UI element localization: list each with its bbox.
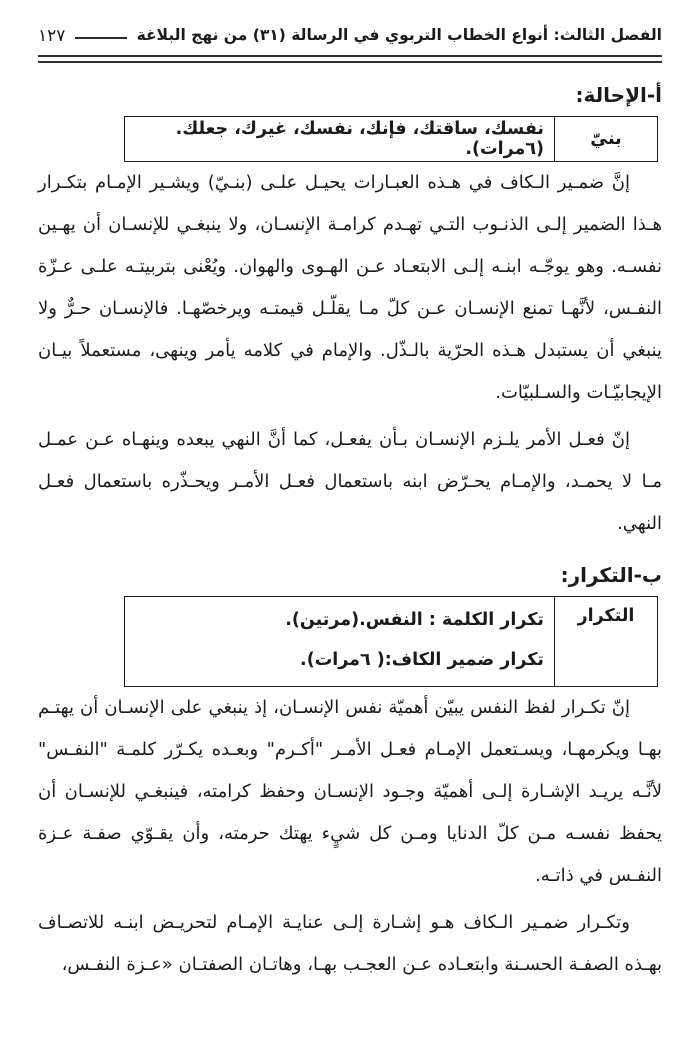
paragraph-reference-1: إنَّ ضمـير الـكاف في هـذه العبـارات يحيـل علـى (بنـيّ) ويشـير الإمـام بتكـرار هـذا الضمير إلـى الذنـوب التـي تهـدم كرامـة الإنسـان، ولا ينبغـي للإنسـان أن يهـين نفسـه. وهو يوجّـه ابنـه إلـى الابتعـاد عـن الهـوى والهوان. ويُعْنى بتربيتـه علـى عـزّة النفـس، لأنَّهـا تمنع الإنسـان عـن كلّ مـا يقلّـل قيمتـه ويرخصّهـا. فالإنسـان حـرٌّ ولا ينبغي أن يستبدل هـذه الحرّية بالـذّل. والإمام في كلامه يأمر وينهى، مستعملاً بيـان الإيجابيّـات والسـلبيّات. [38, 172, 662, 403]
reference-table-content-cell: نفسك، ساقتك، فإنك، نفسك، غيرك، جعلك. (٦مرات). [125, 117, 555, 162]
page-header [38, 24, 662, 46]
table-row [125, 597, 658, 687]
repetition-table-label-cell: التكرار [555, 597, 658, 687]
header-rule [75, 37, 126, 39]
section-b-heading: ب-التكرار: [560, 563, 662, 587]
reference-table [124, 116, 658, 162]
paragraph-repetition-2: وتكـرار ضمـير الـكاف هـو إشـارة إلـى عنايـة الإمـام لتحريـض ابنـه للاتصـاف بهـذه الصفـة الحسـنة وابتعـاده عـن العجـب بهـا، وهاتـان الصفتـان «عـزة النفـس، [38, 912, 662, 975]
paragraph-repetition-1: إنّ تكـرار لفظ النفس يبيّن أهميّة نفس الإنسـان، إذ ينبغي على الإنسـان أن يهتـم بهـا ويكرمهـا، ويسـتعمل الإمـام فعـل الأمـر "أكـرم" وبعـده يكـرّر كلمـة "النفـس" لأنَّـه يريـد الإشـارة إلـى أهميّة وجـود الإنسـان وحفظ كرامته، فينبغـي للإنسـان أن يحفظ نفسـه مـن كلّ الدنايا ومـن كل شيٍء يهتك حرمته، وأن يقـوّي صفـة عـزة النفـس في ذاتـه. [38, 697, 662, 886]
section-a-heading: أ-الإحالة: [575, 83, 662, 107]
header-double-rule [38, 55, 662, 63]
page-number: ١٢٧ [38, 26, 66, 46]
chapter-title: الفصل الثالث: أنواع الخطاب التربوي في الرسالة (٣١) من نهج البلاغة [136, 26, 662, 44]
table-row [125, 117, 658, 162]
repetition-table [124, 596, 658, 687]
repetition-word-row: تكرار الكلمة : النفس.(مرتين). [285, 610, 544, 630]
reference-table-label-cell: بنيّ [555, 117, 658, 162]
repetition-table-content-cell [125, 597, 555, 687]
paragraph-reference-2: إنّ فعـل الأمر يلـزم الإنسـان بـأن يفعـل، كما أنَّ النهي يبعده وينهـاه عـن عمـل مـا لا يحمـد، والإمـام يحـرّض ابنه باستعمال فعـل الأمـر ويحـذّره باستعمال فعـل النهي. [38, 429, 662, 534]
repetition-pronoun-row: تكرار ضمير الكاف:( ٦مرات). [300, 650, 544, 670]
